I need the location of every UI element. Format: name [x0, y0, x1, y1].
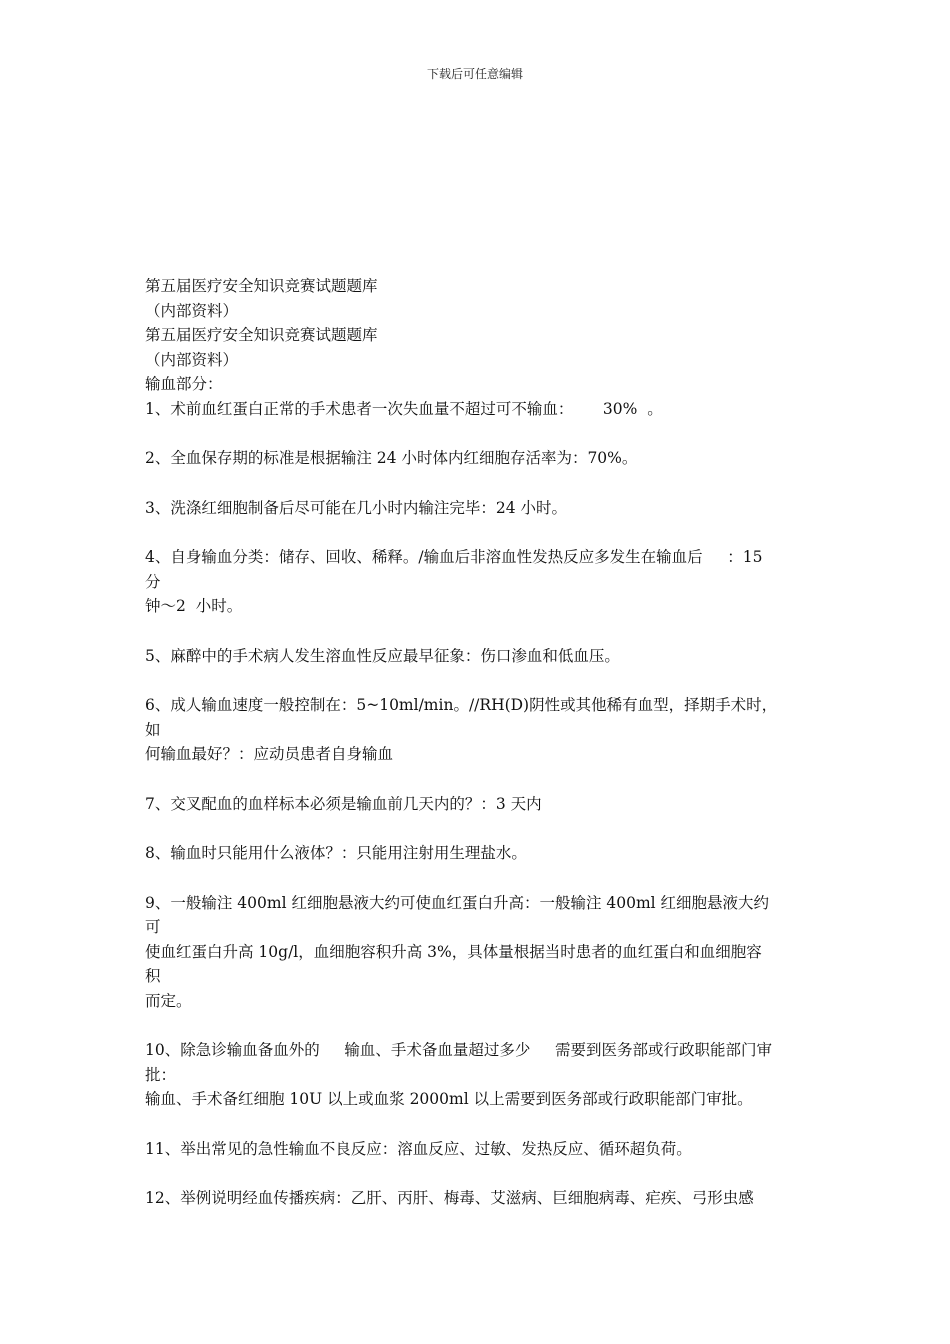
document-title-repeat: 第五届医疗安全知识竞赛试题题库	[145, 326, 378, 344]
question-item-9	[145, 891, 810, 1014]
question-line: 3、洗涤红细胞制备后尽可能在几小时内输注完毕：24 小时。	[145, 498, 568, 517]
paragraph-gap	[145, 1112, 810, 1137]
paragraph-gap	[145, 866, 810, 891]
question-line: 如	[145, 720, 161, 739]
question-item-3	[145, 496, 810, 521]
question-line: 使血红蛋白升高 10g/l，血细胞容积升高 3%，具体量根据当时患者的血红蛋白和血细胞容	[145, 942, 762, 961]
question-line: 积	[145, 967, 161, 985]
question-line: 10、除急诊输血备血外的 输血、手术备血量超过多少 需要到医务部或行政职能部门审	[145, 1041, 772, 1059]
question-line: 12、举例说明经血传播疾病：乙肝、丙肝、梅毒、艾滋病、巨细胞病毒、疟疾、弓形虫感	[145, 1189, 754, 1207]
question-line: 批：	[145, 1065, 177, 1084]
paragraph-gap	[145, 520, 810, 545]
question-item-5	[145, 644, 810, 669]
question-line: 分	[145, 572, 161, 591]
question-line: 2、全血保存期的标准是根据输注 24 小时体内红细胞存活率为：70%。	[145, 449, 638, 467]
question-item-4	[145, 545, 810, 619]
document-title: 第五届医疗安全知识竞赛试题题库	[145, 277, 378, 295]
question-line: 6、成人输血速度一般控制在：5~10ml/min。//RH(D)阴性或其他稀有血型，择期手术时，	[145, 696, 778, 714]
document-subtitle: （内部资料）	[145, 301, 239, 320]
question-line: 1、术前血红蛋白正常的手术患者一次失血量不超过可不输血： 30% 。	[145, 399, 663, 418]
question-item-7	[145, 792, 810, 817]
paragraph-gap	[145, 471, 810, 496]
paragraph-gap	[145, 816, 810, 841]
question-line: 4、自身输血分类：储存、回收、稀释。/输血后非溶血性发热反应多发生在输血后 ：15	[145, 548, 763, 566]
paragraph-gap	[145, 619, 810, 644]
section-heading: 输血部分：	[145, 375, 223, 393]
question-line: 可	[145, 918, 161, 936]
document-subtitle-repeat: （内部资料）	[145, 350, 239, 369]
question-line: 钟～2 小时。	[145, 597, 243, 615]
question-line: 9、一般输注 400ml 红细胞悬液大约可使血红蛋白升高：一般输注 400ml 红细胞悬液大约	[145, 893, 770, 912]
document-body	[145, 274, 810, 1211]
question-line: 而定。	[145, 991, 192, 1010]
question-item-1	[145, 397, 810, 422]
page-header: 下载后可任意编辑	[426, 67, 523, 81]
question-line: 输血、手术备红细胞 10U 以上或血浆 2000ml 以上需要到医务部或行政职能部门审批。	[145, 1090, 753, 1108]
question-item-11	[145, 1137, 810, 1162]
question-item-2	[145, 446, 810, 471]
question-line: 8、输血时只能用什么液体？：只能用注射用生理盐水。	[145, 844, 527, 862]
question-item-6	[145, 693, 810, 767]
question-line: 11、举出常见的急性输血不良反应：溶血反应、过敏、发热反应、循环超负荷。	[145, 1139, 692, 1158]
question-line: 7、交叉配血的血样标本必须是输血前几天内的？：3 天内	[145, 794, 542, 813]
paragraph-gap	[145, 421, 810, 446]
paragraph-gap	[145, 1013, 810, 1038]
question-item-10	[145, 1038, 810, 1112]
question-item-8	[145, 841, 810, 866]
paragraph-gap	[145, 767, 810, 792]
question-line: 5、麻醉中的手术病人发生溶血性反应最早征象：伤口渗血和低血压。	[145, 646, 620, 665]
question-line: 何输血最好？：应动员患者自身输血	[145, 745, 394, 763]
paragraph-gap	[145, 1161, 810, 1186]
paragraph-gap	[145, 668, 810, 693]
question-item-12	[145, 1186, 810, 1211]
